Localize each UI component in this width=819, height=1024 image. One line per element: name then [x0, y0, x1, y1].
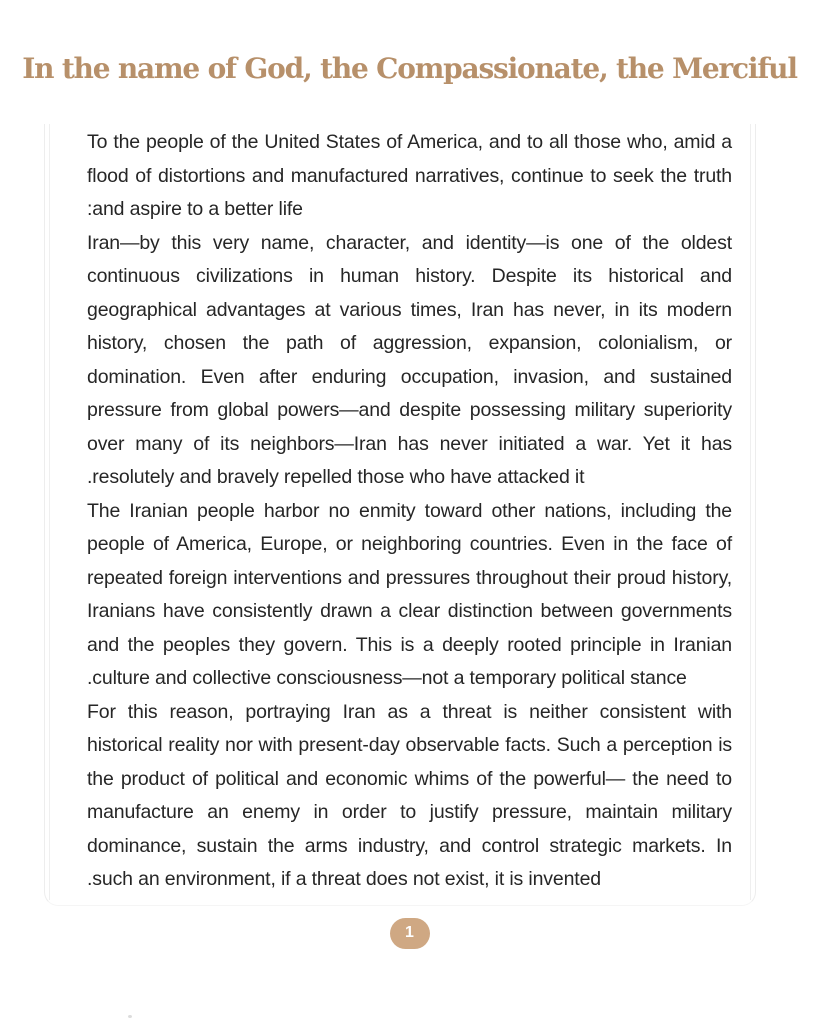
footnote-dot [128, 1015, 132, 1018]
page-title: In the name of God, the Compassionate, the Merciful [22, 52, 797, 85]
text-card [44, 124, 756, 906]
body-paragraph: To the people of the United States of America, and to all those who, amid a flood of distortions and manufactured narratives, continue to seek the truth and aspire to a better life: [87, 131, 732, 220]
page-number: 1 [405, 924, 414, 941]
body-paragraph: For this reason, portraying Iran as a threat is neither consistent with historical reality nor with present-day observable facts. Such a perception is the product of political and economic whims of the powerful— the need to manufacture an enemy in order to justify pressure, maintain military dominance, sustain the arms industry, and control strategic markets. In such an environment, if a threat does not exist, it is invented. [87, 700, 732, 890]
body-paragraph: The Iranian people harbor no enmity toward other nations, including the people of America, Europe, or neighboring countries. Even in the face of repeated foreign interventions and pressures throughout their proud history, Iranians have consistently drawn a clear distinction between governments and the peoples they govern. This is a deeply rooted principle in Iranian culture and collective consciousness—not a temporary political stance. [87, 499, 732, 689]
body-text [45, 126, 755, 897]
body-paragraph: Iran—by this very name, character, and identity—is one of the oldest continuous civilizations in human history. Despite its historical and geographical advantages at various times, Iran has never, in its modern history, chosen the path of aggression, expansion, colonialism, or domination. Even after enduring occupation, invasion, and sustained pressure from global powers—and despite possessing military superiority over many of its neighbors—Iran has never initiated a war. Yet it has resolutely and bravely repelled those who have attacked it. [87, 231, 732, 488]
page-number-badge [390, 918, 430, 949]
